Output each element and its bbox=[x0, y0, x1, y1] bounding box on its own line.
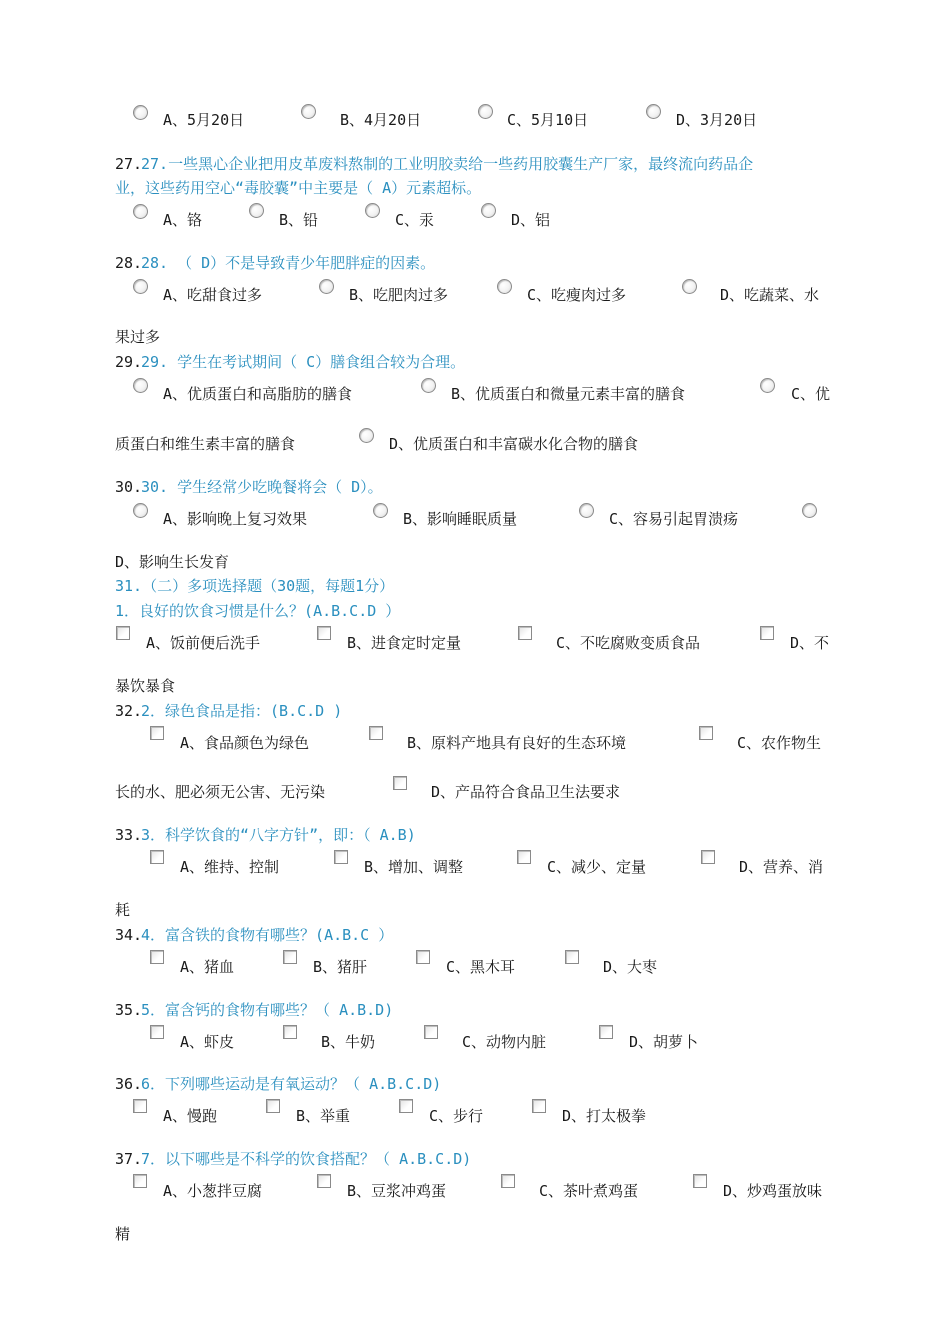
checkbox[interactable] bbox=[133, 1174, 147, 1188]
radio-button[interactable] bbox=[133, 503, 148, 518]
option-b: B、原料产地具有良好的生态环境 bbox=[407, 734, 627, 752]
option-c: C、不吃腐败变质食品 bbox=[556, 634, 701, 652]
option-c-continued: 质蛋白和维生素丰富的膳食 bbox=[115, 435, 296, 453]
option-d: D、影响生长发育 bbox=[115, 553, 230, 571]
checkbox[interactable] bbox=[501, 1174, 515, 1188]
option-b: B、优质蛋白和微量元素丰富的膳食 bbox=[451, 385, 686, 403]
question-text: 2．绿色食品是指：(B.C.D ) bbox=[141, 702, 343, 720]
checkbox[interactable] bbox=[518, 626, 532, 640]
radio-button[interactable] bbox=[421, 378, 436, 393]
checkbox[interactable] bbox=[317, 1174, 331, 1188]
checkbox[interactable] bbox=[424, 1025, 438, 1039]
option-c: C、优 bbox=[791, 385, 831, 403]
checkbox[interactable] bbox=[283, 950, 297, 964]
option-a: A、慢跑 bbox=[163, 1107, 218, 1125]
radio-button[interactable] bbox=[760, 378, 775, 393]
option-c: C、步行 bbox=[429, 1107, 484, 1125]
option-a: A、铬 bbox=[163, 211, 203, 229]
option-c: C、5月10日 bbox=[507, 111, 589, 129]
checkbox[interactable] bbox=[701, 850, 715, 864]
radio-button[interactable] bbox=[478, 104, 493, 119]
option-a: A、饭前便后洗手 bbox=[146, 634, 261, 652]
checkbox[interactable] bbox=[393, 776, 407, 790]
question-number: 28. bbox=[115, 254, 143, 272]
checkbox[interactable] bbox=[565, 950, 579, 964]
checkbox[interactable] bbox=[369, 726, 383, 740]
option-b: B、举重 bbox=[296, 1107, 351, 1125]
option-d: D、不 bbox=[790, 634, 830, 652]
option-b: B、增加、调整 bbox=[364, 858, 464, 876]
option-a: A、优质蛋白和高脂肪的膳食 bbox=[163, 385, 353, 403]
option-a: A、小葱拌豆腐 bbox=[163, 1182, 263, 1200]
question-number: 32. bbox=[115, 702, 143, 720]
radio-button[interactable] bbox=[133, 105, 148, 120]
radio-button[interactable] bbox=[359, 428, 374, 443]
checkbox[interactable] bbox=[266, 1099, 280, 1113]
option-a: A、影响晚上复习效果 bbox=[163, 510, 308, 528]
option-d: D、产品符合食品卫生法要求 bbox=[431, 783, 621, 801]
checkbox[interactable] bbox=[693, 1174, 707, 1188]
option-b: B、猪肝 bbox=[313, 958, 368, 976]
question-number: 36. bbox=[115, 1075, 143, 1093]
radio-button[interactable] bbox=[682, 279, 697, 294]
checkbox[interactable] bbox=[150, 1025, 164, 1039]
question-text: 6．下列哪些运动是有氧运动？（ A.B.C.D) bbox=[141, 1075, 442, 1093]
checkbox[interactable] bbox=[150, 850, 164, 864]
radio-button[interactable] bbox=[365, 203, 380, 218]
radio-button[interactable] bbox=[301, 104, 316, 119]
option-a: A、维持、控制 bbox=[180, 858, 280, 876]
option-a: A、5月20日 bbox=[163, 111, 245, 129]
question-text: 30. 学生经常少吃晚餐将会（ D）。 bbox=[141, 478, 383, 496]
radio-button[interactable] bbox=[646, 104, 661, 119]
checkbox[interactable] bbox=[416, 950, 430, 964]
checkbox[interactable] bbox=[760, 626, 774, 640]
radio-button[interactable] bbox=[579, 503, 594, 518]
checkbox[interactable] bbox=[116, 626, 130, 640]
option-d-continued: 暴饮暴食 bbox=[115, 677, 176, 695]
option-d-continued: 精 bbox=[115, 1225, 131, 1243]
radio-button[interactable] bbox=[133, 279, 148, 294]
question-text: 1．良好的饮食习惯是什么？(A.B.C.D ） bbox=[115, 602, 401, 620]
radio-button[interactable] bbox=[802, 503, 817, 518]
question-text: 29. 学生在考试期间（ C）膳食组合较为合理。 bbox=[141, 353, 466, 371]
option-b: B、豆浆冲鸡蛋 bbox=[347, 1182, 447, 1200]
option-b: B、进食定时定量 bbox=[347, 634, 462, 652]
checkbox[interactable] bbox=[133, 1099, 147, 1113]
option-d: D、优质蛋白和丰富碳水化合物的膳食 bbox=[389, 435, 639, 453]
option-b: B、铅 bbox=[279, 211, 319, 229]
question-text: 4．富含铁的食物有哪些？(A.B.C ） bbox=[141, 926, 394, 944]
checkbox[interactable] bbox=[399, 1099, 413, 1113]
option-a: A、虾皮 bbox=[180, 1033, 235, 1051]
option-a: A、吃甜食过多 bbox=[163, 286, 263, 304]
radio-button[interactable] bbox=[481, 203, 496, 218]
radio-button[interactable] bbox=[133, 378, 148, 393]
option-c: C、茶叶煮鸡蛋 bbox=[539, 1182, 639, 1200]
option-c: C、黑木耳 bbox=[446, 958, 516, 976]
option-b: B、牛奶 bbox=[321, 1033, 376, 1051]
option-d: D、打太极拳 bbox=[562, 1107, 647, 1125]
option-d-continued: 耗 bbox=[115, 901, 131, 919]
question-text-continued: 业，这些药用空心“毒胶囊”中主要是（ A）元素超标。 bbox=[115, 179, 482, 197]
option-c: C、减少、定量 bbox=[547, 858, 647, 876]
option-d: D、吃蔬菜、水 bbox=[720, 286, 820, 304]
checkbox[interactable] bbox=[517, 850, 531, 864]
question-number: 37. bbox=[115, 1150, 143, 1168]
radio-button[interactable] bbox=[373, 503, 388, 518]
option-d: D、胡萝卜 bbox=[629, 1033, 699, 1051]
option-d: D、营养、消 bbox=[739, 858, 824, 876]
checkbox[interactable] bbox=[317, 626, 331, 640]
option-c: C、汞 bbox=[395, 211, 435, 229]
option-c: C、农作物生 bbox=[737, 734, 822, 752]
option-c-continued: 长的水、肥必须无公害、无污染 bbox=[115, 783, 326, 801]
option-d: D、炒鸡蛋放味 bbox=[723, 1182, 823, 1200]
question-number: 29. bbox=[115, 353, 143, 371]
radio-button[interactable] bbox=[497, 279, 512, 294]
checkbox[interactable] bbox=[532, 1099, 546, 1113]
question-number: 30. bbox=[115, 478, 143, 496]
question-text: 28. （ D）不是导致青少年肥胖症的因素。 bbox=[141, 254, 436, 272]
option-d-continued: 果过多 bbox=[115, 328, 161, 346]
radio-button[interactable] bbox=[319, 279, 334, 294]
question-number: 35. bbox=[115, 1001, 143, 1019]
question-number: 34. bbox=[115, 926, 143, 944]
question-text: 7．以下哪些是不科学的饮食搭配？（ A.B.C.D) bbox=[141, 1150, 472, 1168]
option-a: A、食品颜色为绿色 bbox=[180, 734, 310, 752]
option-c: C、吃瘦肉过多 bbox=[527, 286, 627, 304]
checkbox[interactable] bbox=[699, 726, 713, 740]
option-d: D、铝 bbox=[511, 211, 551, 229]
option-c: C、动物内脏 bbox=[462, 1033, 547, 1051]
question-number: 27. bbox=[115, 155, 143, 173]
question-number: 33. bbox=[115, 826, 143, 844]
option-b: B、4月20日 bbox=[340, 111, 422, 129]
option-d: D、3月20日 bbox=[676, 111, 758, 129]
radio-button[interactable] bbox=[133, 204, 148, 219]
option-d: D、大枣 bbox=[603, 958, 658, 976]
section-heading: 31.（二）多项选择题（30题，每题1分） bbox=[115, 577, 395, 595]
question-text: 27.一些黑心企业把用皮革废料熬制的工业明胶卖给一些药用胶囊生产厂家，最终流向药品企 bbox=[141, 155, 754, 173]
radio-button[interactable] bbox=[249, 203, 264, 218]
question-text: 5．富含钙的食物有哪些？（ A.B.D) bbox=[141, 1001, 394, 1019]
option-b: B、影响睡眠质量 bbox=[403, 510, 518, 528]
checkbox[interactable] bbox=[150, 950, 164, 964]
option-a: A、猪血 bbox=[180, 958, 235, 976]
checkbox[interactable] bbox=[283, 1025, 297, 1039]
checkbox[interactable] bbox=[150, 726, 164, 740]
question-text: 3．科学饮食的“八字方针”，即：（ A.B) bbox=[141, 826, 416, 844]
option-b: B、吃肥肉过多 bbox=[349, 286, 449, 304]
checkbox[interactable] bbox=[599, 1025, 613, 1039]
checkbox[interactable] bbox=[334, 850, 348, 864]
option-c: C、容易引起胃溃疡 bbox=[609, 510, 739, 528]
